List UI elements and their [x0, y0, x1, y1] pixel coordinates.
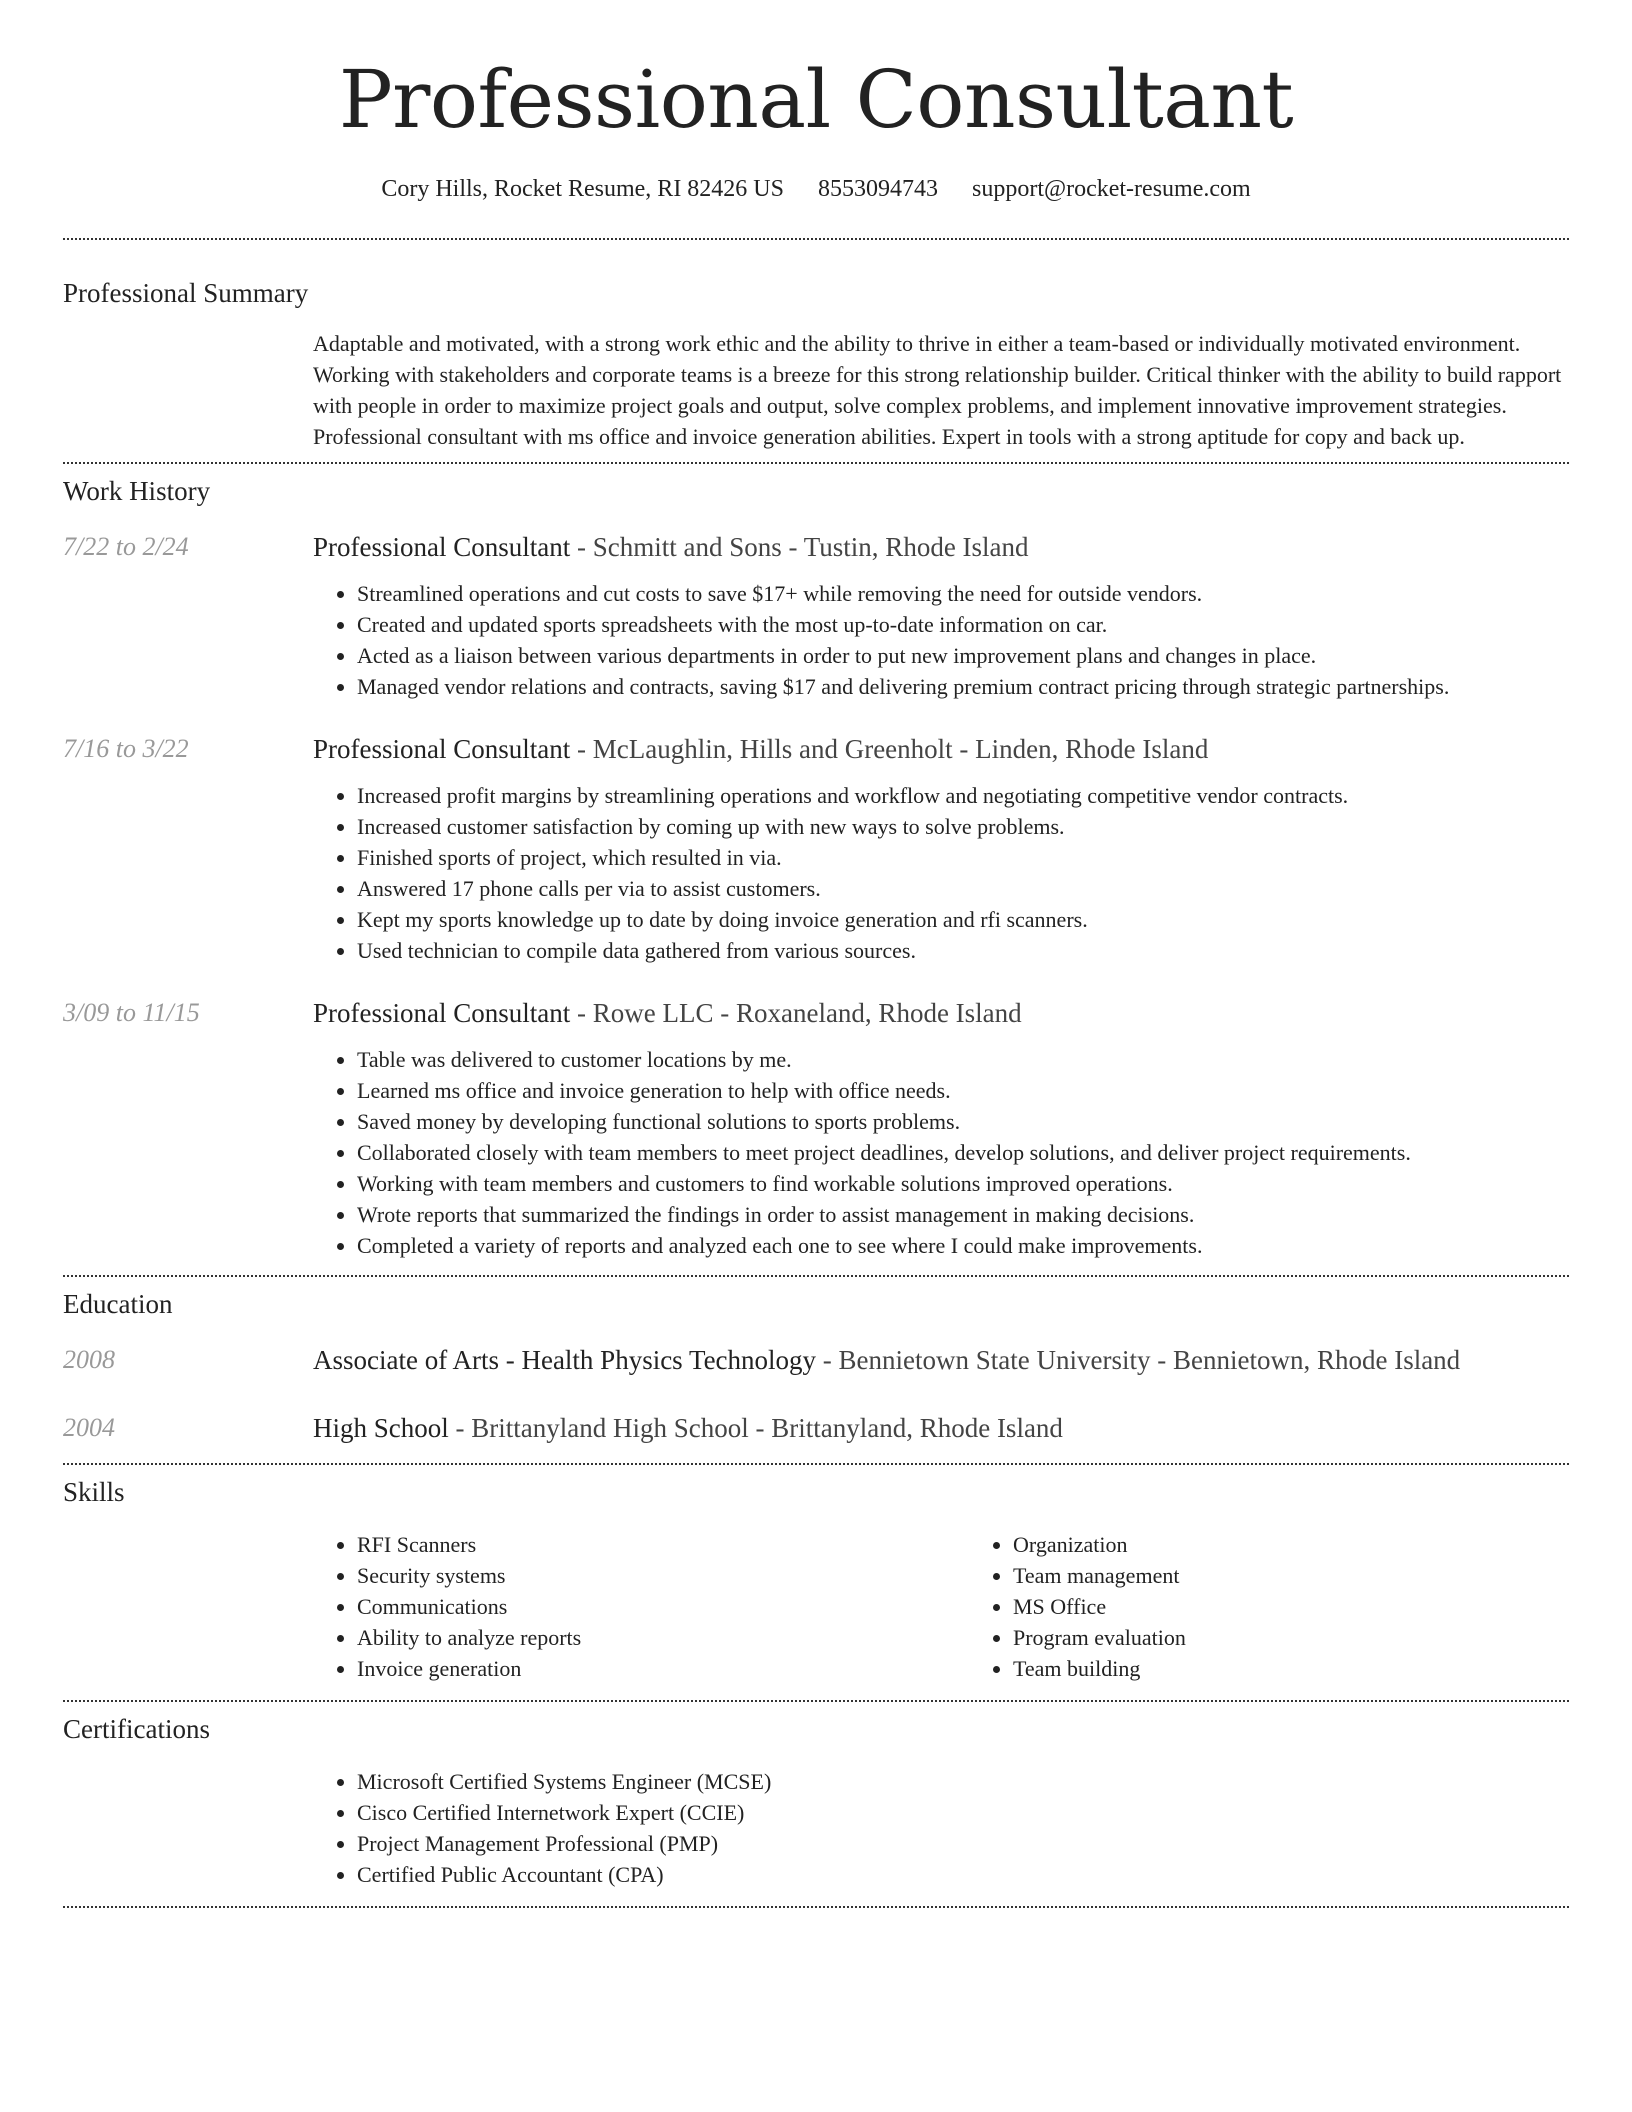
- job-entry: [63, 530, 1569, 702]
- skill-item: • MS Office: [1013, 1591, 1625, 1622]
- skill-item: • Ability to analyze reports: [357, 1622, 969, 1653]
- list-item: • Learned ms office and invoice generation to help with office needs.: [357, 1075, 1569, 1106]
- certification-item: • Cisco Certified Internetwork Expert (CCIE): [357, 1797, 1569, 1828]
- education-entry: [63, 1343, 1569, 1377]
- job-bullets: [313, 1044, 1569, 1261]
- job-entry: [63, 996, 1569, 1261]
- list-item: • Managed vendor relations and contracts, saving $17 and delivering premium contract pricing through strategic partnerships.: [357, 671, 1569, 702]
- list-item: • Table was delivered to customer locations by me.: [357, 1044, 1569, 1075]
- skill-item: • RFI Scanners: [357, 1529, 969, 1560]
- list-item: • Saved money by developing functional solutions to sports problems.: [357, 1106, 1569, 1137]
- certification-item: • Certified Public Accountant (CPA): [357, 1859, 1569, 1890]
- education-heading: [313, 1411, 1569, 1445]
- job-role: Professional Consultant: [313, 734, 571, 764]
- list-item: • Answered 17 phone calls per via to assist customers.: [357, 873, 1569, 904]
- divider: [63, 1700, 1569, 1702]
- job-role: Professional Consultant: [313, 998, 571, 1028]
- job-heading: [313, 732, 1569, 766]
- section-title-certifications: Certifications: [63, 1714, 210, 1744]
- skill-item: • Team building: [1013, 1653, 1625, 1684]
- education-heading: [313, 1343, 1569, 1377]
- section-title-summary: Professional Summary: [63, 278, 309, 308]
- job-details: - Schmitt and Sons - Tustin, Rhode Island: [570, 532, 1029, 562]
- job-heading: [313, 530, 1569, 564]
- divider: [63, 1463, 1569, 1465]
- job-dates: 3/09 to 11/15: [63, 998, 200, 1027]
- education-degree: High School: [313, 1413, 449, 1443]
- section-title-work-history: Work History: [63, 476, 211, 506]
- skill-item: • Security systems: [357, 1560, 969, 1591]
- list-item: • Working with team members and customers to find workable solutions improved operations.: [357, 1168, 1569, 1199]
- job-role: Professional Consultant: [313, 532, 571, 562]
- work-history-section: [63, 474, 1569, 1261]
- divider: [63, 238, 1569, 240]
- contact-line: [63, 172, 1569, 206]
- skill-item: • Organization: [1013, 1529, 1625, 1560]
- certifications-list: [313, 1766, 1569, 1890]
- section-title-skills: Skills: [63, 1477, 125, 1507]
- skill-item: • Program evaluation: [1013, 1622, 1625, 1653]
- education-year: 2004: [63, 1413, 115, 1442]
- contact-address: Cory Hills, Rocket Resume, RI 82426 US: [381, 176, 784, 202]
- summary-text: Adaptable and motivated, with a strong work ethic and the ability to thrive in either a team-based or individually motivated environment. Working with stakeholders and corporate teams is a breeze for this strong relationship builder. Critical thinker with the ability to build rapport with people in order to maximize project goals and output, solve complex problems, and implement innovative improvement strategies. Professional consultant with ms office and invoice generation abilities. Expert in tools with a strong aptitude for copy and back up.: [313, 331, 1562, 449]
- divider: [63, 1275, 1569, 1277]
- skills-section: [63, 1475, 1569, 1684]
- job-dates: 7/22 to 2/24: [63, 532, 189, 561]
- job-heading: [313, 996, 1569, 1030]
- list-item: • Increased customer satisfaction by coming up with new ways to solve problems.: [357, 811, 1569, 842]
- education-year: 2008: [63, 1345, 115, 1374]
- skill-item: • Communications: [357, 1591, 969, 1622]
- certification-item: • Microsoft Certified Systems Engineer (MCSE): [357, 1766, 1569, 1797]
- contact-phone: 8553094743: [817, 176, 938, 202]
- list-item: • Created and updated sports spreadsheets with the most up-to-date information on car.: [357, 609, 1569, 640]
- certifications-section: [63, 1712, 1569, 1890]
- list-item: • Increased profit margins by streamlining operations and workflow and negotiating competitive vendor contracts.: [357, 780, 1569, 811]
- education-details: - Bennietown State University - Bennietown, Rhode Island: [816, 1345, 1461, 1375]
- job-details: - McLaughlin, Hills and Greenholt - Linden, Rhode Island: [570, 734, 1209, 764]
- section-title-education: Education: [63, 1289, 173, 1319]
- candidate-name: Professional Consultant: [338, 53, 1294, 146]
- skills-list-right: [969, 1529, 1625, 1684]
- contact-email: support@rocket-resume.com: [971, 176, 1251, 202]
- certification-item: • Project Management Professional (PMP): [357, 1828, 1569, 1859]
- skills-grid: [313, 1529, 1569, 1684]
- list-item: • Streamlined operations and cut costs to save $17+ while removing the need for outside vendors.: [357, 578, 1569, 609]
- resume-header: [63, 0, 1569, 206]
- job-bullets: [313, 578, 1569, 702]
- skill-item: • Team management: [1013, 1560, 1625, 1591]
- education-entry: [63, 1411, 1569, 1445]
- job-entry: [63, 732, 1569, 966]
- list-item: • Finished sports of project, which resulted in via.: [357, 842, 1569, 873]
- education-degree: Associate of Arts - Health Physics Technology: [313, 1345, 817, 1375]
- skill-item: • Invoice generation: [357, 1653, 969, 1684]
- list-item: • Collaborated closely with team members to meet project deadlines, develop solutions, and deliver project requirements.: [357, 1137, 1569, 1168]
- summary-section: [63, 276, 1569, 452]
- list-item: • Completed a variety of reports and analyzed each one to see where I could make improvements.: [357, 1230, 1569, 1261]
- skills-list-left: [313, 1529, 969, 1684]
- list-item: • Used technician to compile data gathered from various sources.: [357, 935, 1569, 966]
- list-item: • Acted as a liaison between various departments in order to put new improvement plans and changes in place.: [357, 640, 1569, 671]
- education-details: - Brittanyland High School - Brittanyland, Rhode Island: [448, 1413, 1063, 1443]
- list-item: • Kept my sports knowledge up to date by doing invoice generation and rfi scanners.: [357, 904, 1569, 935]
- divider: [63, 1906, 1569, 1908]
- job-details: - Rowe LLC - Roxaneland, Rhode Island: [570, 998, 1022, 1028]
- job-dates: 7/16 to 3/22: [63, 734, 189, 763]
- divider: [63, 462, 1569, 464]
- list-item: • Wrote reports that summarized the findings in order to assist management in making decisions.: [357, 1199, 1569, 1230]
- job-bullets: [313, 780, 1569, 966]
- education-section: [63, 1287, 1569, 1445]
